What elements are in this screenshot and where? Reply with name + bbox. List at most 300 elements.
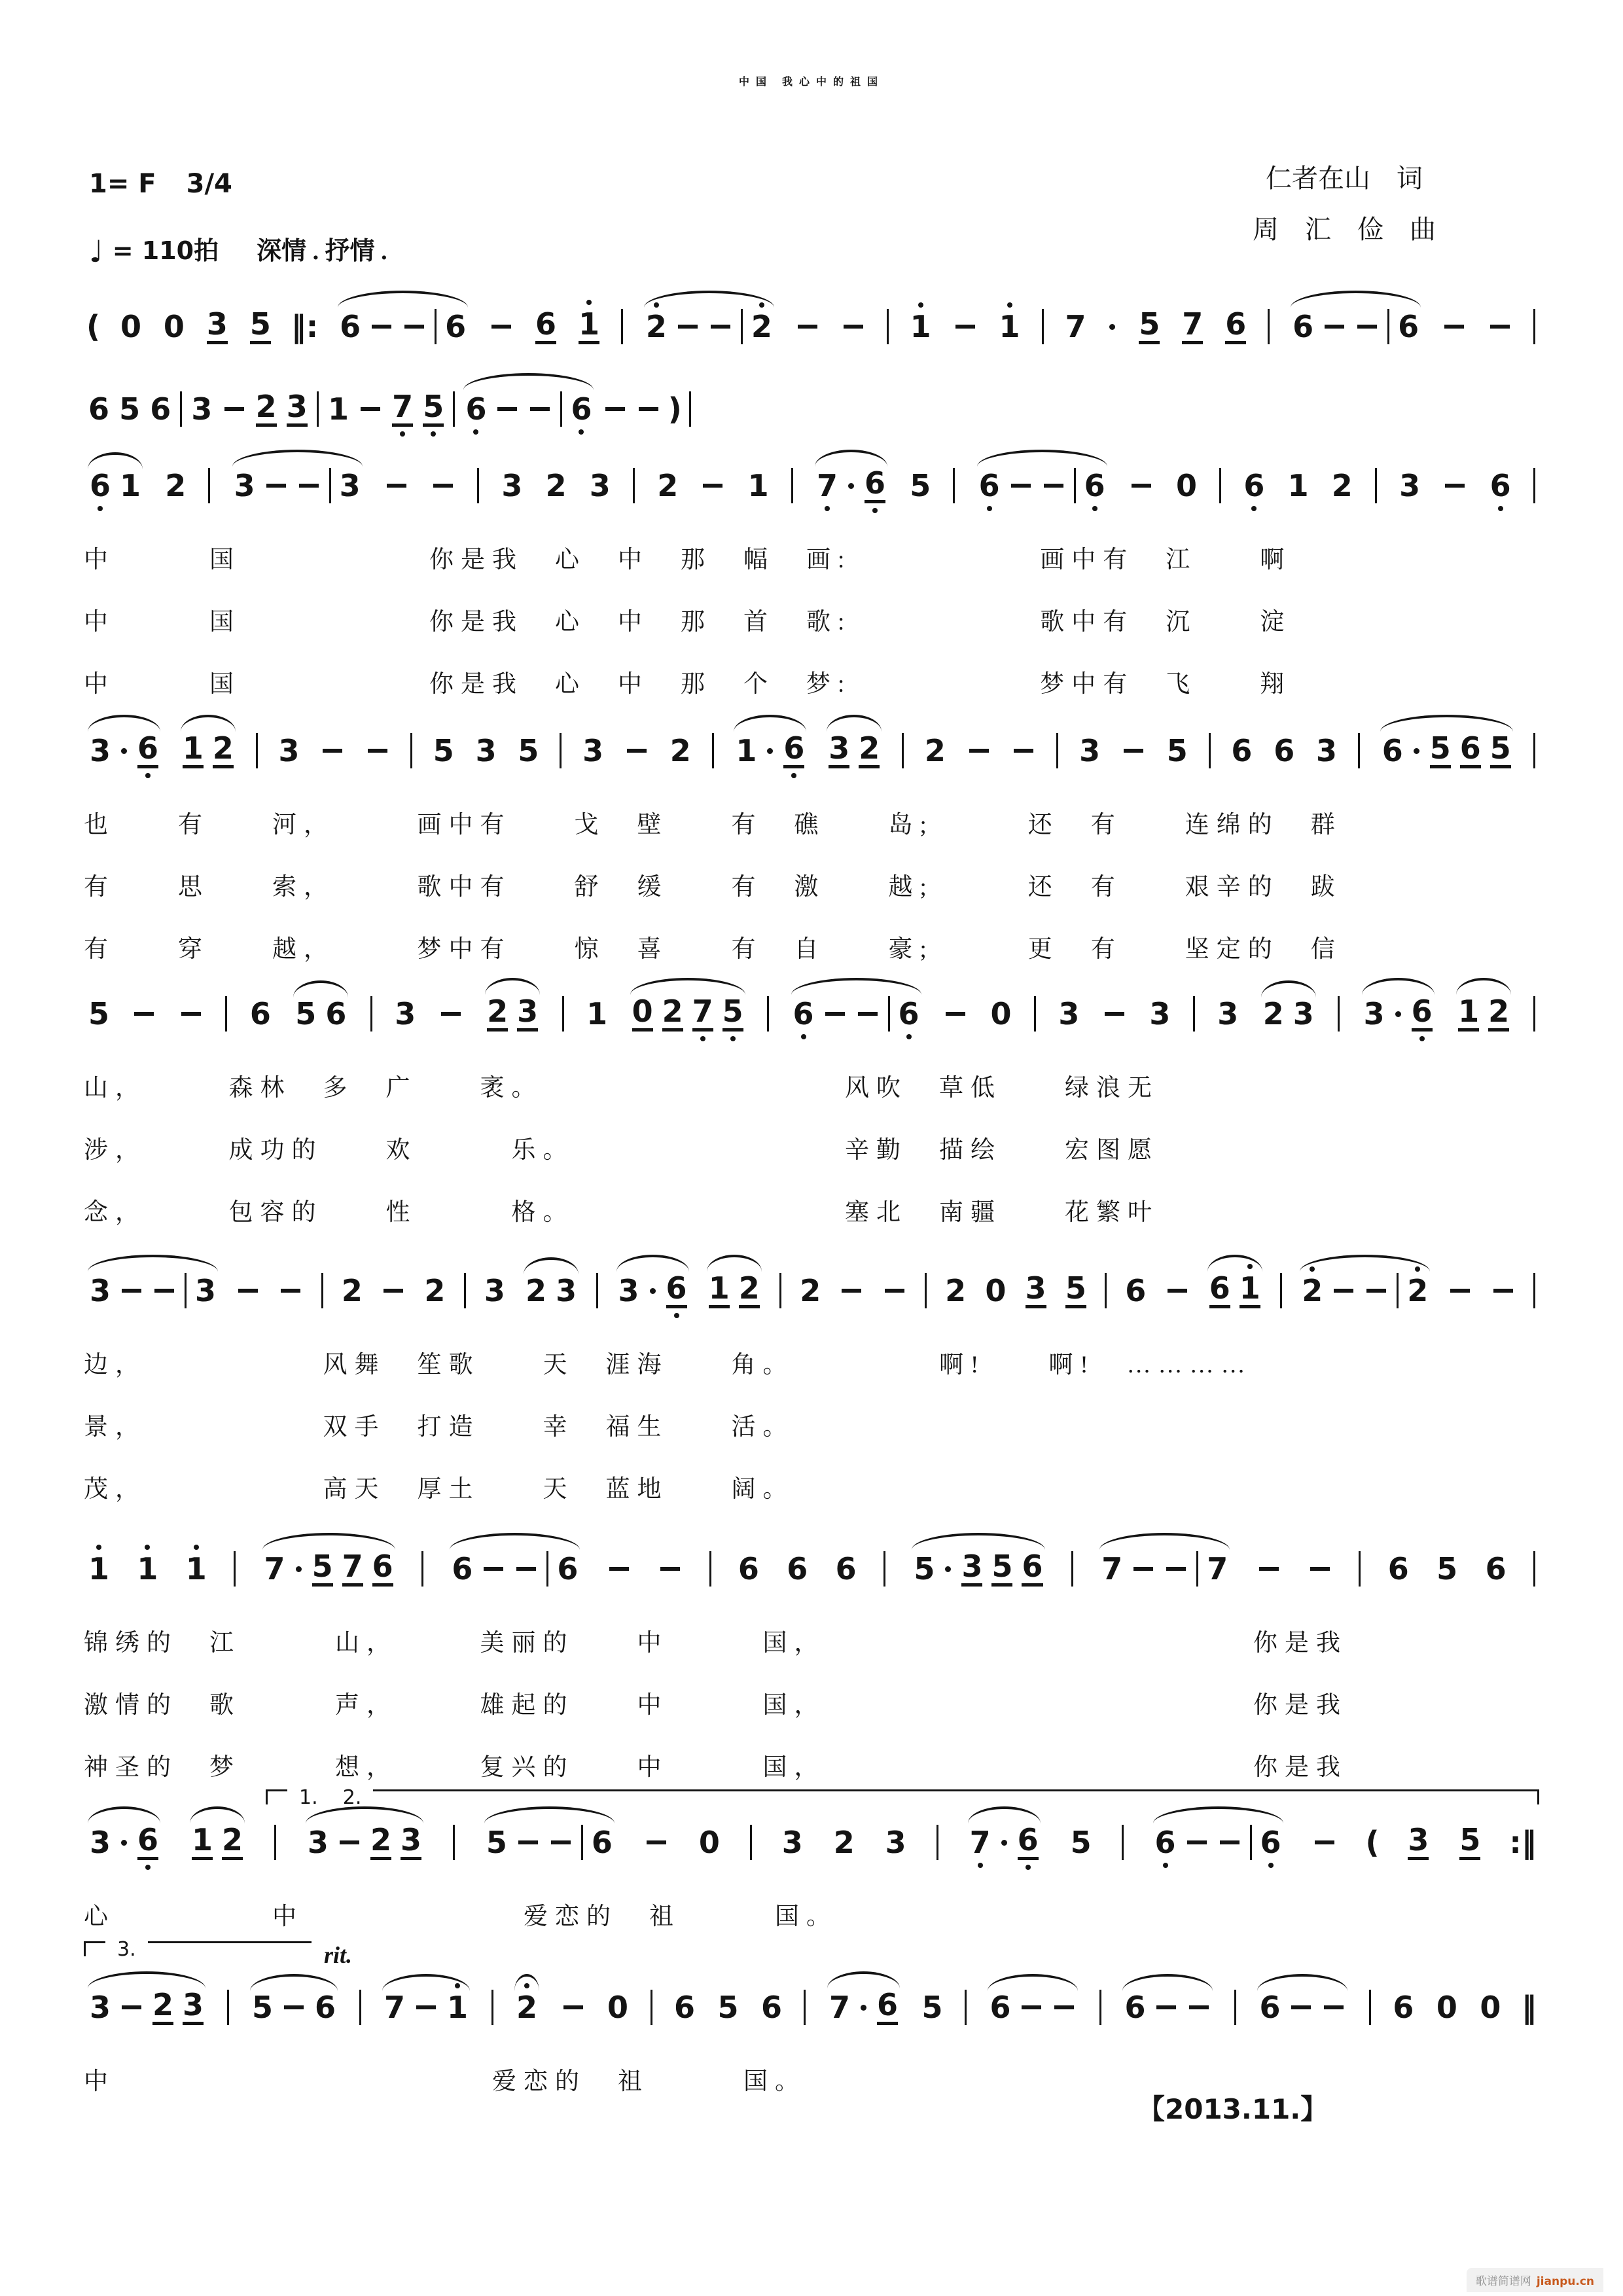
note: 5 xyxy=(1139,309,1160,344)
note: 7 xyxy=(969,1825,991,1860)
lyric-line: 神圣的 梦 想， 复兴的 中 国， 你是我 xyxy=(84,1754,1347,1781)
notation-line xyxy=(84,707,1539,775)
slur-group xyxy=(520,1273,582,1308)
dash-extension xyxy=(1054,2005,1074,2009)
dash-extension xyxy=(299,484,319,488)
note: 3 xyxy=(287,391,308,427)
dash-extension xyxy=(530,407,550,411)
slur-group xyxy=(1376,730,1517,768)
note: 6 xyxy=(1022,1551,1043,1587)
note: 2 xyxy=(213,733,234,768)
key-signature: 1= F xyxy=(89,169,156,199)
slur-group xyxy=(84,1822,164,1860)
lyric-line: 景， 双手 打造 幸 福生 活。 xyxy=(84,1414,794,1441)
note: 6 xyxy=(1274,733,1295,768)
barline xyxy=(1533,1273,1535,1308)
dash-extension xyxy=(955,325,975,329)
note: 2 xyxy=(256,391,277,427)
note: 3 xyxy=(195,1273,217,1308)
dash-extension xyxy=(798,325,817,329)
barline xyxy=(421,1551,423,1587)
barline xyxy=(791,468,793,503)
note: 6 xyxy=(150,391,171,427)
barline xyxy=(1122,1825,1124,1860)
note: 6 xyxy=(877,1990,898,2025)
barline xyxy=(1280,1273,1282,1308)
note: 6 xyxy=(1084,468,1105,503)
dash-extension xyxy=(238,1289,258,1293)
dash-extension xyxy=(1259,1567,1279,1571)
slur-group xyxy=(446,1551,584,1587)
barline xyxy=(1387,309,1389,344)
dash-extension xyxy=(1310,1567,1330,1571)
slur-group xyxy=(1296,1273,1434,1308)
note: 6 xyxy=(1460,733,1481,768)
note: 6 xyxy=(990,1990,1011,2025)
note: 6 xyxy=(1231,733,1253,768)
dash-extension xyxy=(1124,749,1143,753)
lyric-line: 念， 包容的 性 格。 塞北 南疆 花繁叶 xyxy=(84,1199,1159,1226)
ritardando-marking: rit. xyxy=(323,1942,352,1968)
note: 3 xyxy=(207,309,228,344)
dash-extension xyxy=(122,2005,141,2009)
repeat-end: :‖ xyxy=(1509,1825,1537,1860)
note: 2 xyxy=(739,1273,760,1308)
note: 6 xyxy=(760,1990,782,2025)
note: 6 xyxy=(372,1551,393,1587)
augmentation-dot xyxy=(121,1840,127,1846)
dash-extension xyxy=(224,407,244,411)
note: 1 xyxy=(736,733,757,768)
note: 1 xyxy=(910,309,931,344)
dash-extension xyxy=(1105,1012,1124,1016)
slur-group xyxy=(459,391,597,427)
barline xyxy=(767,996,769,1031)
notation-line xyxy=(84,1247,1539,1315)
augmentation-dot xyxy=(1001,1840,1007,1846)
barline xyxy=(712,733,714,768)
slur-group xyxy=(228,468,366,503)
note: 0 xyxy=(1436,1990,1457,2025)
note: 6 xyxy=(898,996,919,1031)
note: 3 xyxy=(885,1825,906,1860)
barline xyxy=(227,1990,229,2025)
note: 3 xyxy=(1149,996,1171,1031)
note: 3 xyxy=(90,733,111,768)
note: 3 xyxy=(191,391,213,427)
note: 1 xyxy=(579,309,599,344)
note: 6 xyxy=(340,309,361,344)
expression-marking: 深情 . 抒情 . xyxy=(257,238,387,265)
lyric-line: 茂， 高天 厚土 天 蓝地 阔。 xyxy=(84,1476,794,1503)
augmentation-dot xyxy=(945,1566,951,1572)
note: 5 xyxy=(991,1551,1012,1587)
note: 3 xyxy=(339,468,361,503)
note: 6 xyxy=(1387,1551,1409,1587)
note: 6 xyxy=(1393,1990,1414,2025)
barline xyxy=(1250,1825,1252,1860)
note: 1 xyxy=(192,1825,213,1860)
note: 0 xyxy=(1175,468,1197,503)
augmentation-dot xyxy=(861,2005,866,2011)
note: 7 xyxy=(816,468,838,503)
dash-extension xyxy=(1291,2005,1311,2009)
slur-group xyxy=(510,1990,543,2025)
dash-extension xyxy=(1445,484,1465,488)
dash-extension xyxy=(1132,484,1151,488)
barline xyxy=(888,996,890,1031)
barline xyxy=(329,468,331,503)
music-system xyxy=(84,1247,1539,1501)
dash-extension xyxy=(1334,1289,1353,1293)
slur-group xyxy=(1118,1990,1217,2025)
note: 2 xyxy=(370,1825,391,1860)
note: 6 xyxy=(1485,1551,1507,1587)
dash-extension xyxy=(639,407,658,411)
barline xyxy=(887,309,889,344)
note: 0 xyxy=(985,1273,1007,1308)
note: 2 xyxy=(945,1273,967,1308)
time-signature: 3/4 xyxy=(186,169,232,199)
slur-group xyxy=(84,1273,222,1308)
note: 6 xyxy=(783,733,804,768)
note: 7 xyxy=(384,1990,406,2025)
note: 5 xyxy=(1459,1825,1480,1860)
dash-extension xyxy=(122,1289,141,1293)
note: 5 xyxy=(1065,1273,1086,1308)
dash-extension xyxy=(946,1012,965,1016)
barline xyxy=(1074,468,1076,503)
lyric-line: 中 国 你是我 心 中 那 个 梦: 梦中有 飞 翔 xyxy=(84,671,1292,698)
slur-group xyxy=(177,730,240,768)
music-system xyxy=(84,707,1539,961)
note: 6 xyxy=(1398,309,1419,344)
note: 6 xyxy=(1018,1825,1039,1860)
score-area xyxy=(84,0,1539,2296)
note: 3 xyxy=(484,1273,505,1308)
barline xyxy=(804,1990,806,2025)
augmentation-dot xyxy=(767,748,773,754)
dash-extension xyxy=(484,1567,503,1571)
note: 6 xyxy=(1412,996,1433,1031)
note: 2 xyxy=(152,1990,173,2025)
slur-group xyxy=(289,996,352,1031)
note: 5 xyxy=(910,468,931,503)
barline xyxy=(750,1825,752,1860)
note: 7 xyxy=(1207,1551,1228,1587)
barline xyxy=(689,391,691,427)
note: 1 xyxy=(137,1551,158,1587)
slur-group xyxy=(259,1551,399,1587)
note: 6 xyxy=(137,733,158,768)
dash-extension xyxy=(340,1840,359,1844)
dash-extension xyxy=(609,1567,629,1571)
repeat-begin: ‖: xyxy=(291,309,319,344)
barline xyxy=(883,1551,885,1587)
note: 5 xyxy=(252,1990,274,2025)
note: 6 xyxy=(535,309,556,344)
barline xyxy=(1209,733,1211,768)
dash-extension xyxy=(1166,1567,1186,1571)
note: 0 xyxy=(632,996,653,1031)
note: 6 xyxy=(793,996,814,1031)
parenthesis: ( xyxy=(86,309,101,344)
note: 2 xyxy=(657,468,679,503)
lyric-line: 激情的 歌 声， 雄起的 中 国， 你是我 xyxy=(84,1692,1347,1719)
barline xyxy=(1338,996,1340,1031)
note: 5 xyxy=(722,996,743,1031)
slur-group xyxy=(480,1825,618,1860)
slur-group xyxy=(823,730,885,768)
dash-extension xyxy=(1133,1567,1153,1571)
barline xyxy=(1071,1551,1073,1587)
note: 5 xyxy=(914,1551,935,1587)
note: 6 xyxy=(1243,468,1265,503)
note: 2 xyxy=(833,1825,855,1860)
note: 6 xyxy=(673,1990,695,2025)
dash-extension xyxy=(1156,2005,1176,2009)
slur-group xyxy=(378,1990,474,2025)
slur-group xyxy=(334,309,472,344)
dash-extension xyxy=(885,1289,904,1293)
music-system xyxy=(84,365,1539,433)
note: 5 xyxy=(1166,733,1188,768)
slur-group xyxy=(84,1987,209,2025)
dash-extension xyxy=(678,325,698,329)
notation-line xyxy=(84,970,1539,1038)
augmentation-dot xyxy=(121,748,127,754)
note: 2 xyxy=(1331,468,1353,503)
barline xyxy=(1397,1273,1399,1308)
note: 2 xyxy=(800,1273,821,1308)
dash-extension xyxy=(1324,2005,1344,2009)
note: 2 xyxy=(222,1825,243,1860)
barline xyxy=(709,1551,711,1587)
note: 2 xyxy=(487,996,508,1031)
lyric-line: 涉， 成功的 欢 乐。 辛勤 描绘 宏图愿 xyxy=(84,1137,1159,1164)
barline xyxy=(208,468,210,503)
barline xyxy=(1358,733,1360,768)
note: 6 xyxy=(90,468,111,503)
dash-extension xyxy=(1325,325,1344,329)
note: 1 xyxy=(747,468,769,503)
slur-group xyxy=(613,1270,693,1308)
dash-extension xyxy=(516,1567,536,1571)
dash-extension xyxy=(1187,1840,1207,1844)
slur-group xyxy=(481,996,544,1031)
note: 6 xyxy=(1124,1990,1146,2025)
note: 3 xyxy=(1316,733,1338,768)
volta-label: 1. 2. xyxy=(287,1786,373,1809)
note: 6 xyxy=(1154,1825,1176,1860)
lyric-line: 锦绣的 江 山， 美丽的 中 国， 你是我 xyxy=(84,1630,1347,1657)
barline xyxy=(1105,1273,1107,1308)
note: 1 xyxy=(120,468,141,503)
note: 7 xyxy=(392,391,413,427)
composer-credit: 周 汇 俭 曲 xyxy=(1253,215,1436,244)
note: 1 xyxy=(88,1551,110,1587)
barline xyxy=(1099,1990,1101,2025)
note: 5 xyxy=(1070,1825,1092,1860)
barline xyxy=(779,1273,781,1308)
note: 6 xyxy=(1209,1273,1230,1308)
note: 2 xyxy=(1488,996,1509,1031)
dash-extension xyxy=(551,1840,571,1844)
lyric-line: 也 有 河， 画中有 戈 壁 有 礁 岛; 还 有 连绵的 群 xyxy=(84,812,1342,838)
note: 5 xyxy=(518,733,539,768)
slur-group xyxy=(703,1270,766,1308)
note: 3 xyxy=(582,733,604,768)
note: 3 xyxy=(1026,1273,1046,1308)
dash-extension xyxy=(1022,2005,1041,2009)
note: 1 xyxy=(999,309,1020,344)
note: 2 xyxy=(924,733,946,768)
barline xyxy=(225,996,227,1031)
note: 3 xyxy=(501,468,523,503)
barline xyxy=(477,468,479,503)
note: 5 xyxy=(312,1551,333,1587)
dash-extension xyxy=(1490,325,1510,329)
note: 6 xyxy=(1293,309,1314,344)
lyricist-credit: 仁者在山 词 xyxy=(1266,164,1423,193)
note: 2 xyxy=(859,733,880,768)
dash-extension xyxy=(844,325,863,329)
dash-extension xyxy=(969,749,989,753)
slur-group xyxy=(84,468,147,503)
note: 0 xyxy=(990,996,1012,1031)
note: 5 xyxy=(119,391,141,427)
note: 5 xyxy=(1436,1551,1458,1587)
slur-group xyxy=(1452,996,1515,1031)
barline xyxy=(1219,468,1221,503)
note: 7 xyxy=(342,1551,363,1587)
note: 5 xyxy=(1430,733,1451,768)
note: 3 xyxy=(618,1273,639,1308)
note: 6 xyxy=(1489,468,1511,503)
slur-group xyxy=(823,1987,904,2025)
barline xyxy=(1268,309,1270,344)
barline xyxy=(1234,1990,1236,2025)
note: 3 xyxy=(829,733,849,768)
dash-extension xyxy=(1168,1289,1187,1293)
dash-extension xyxy=(858,1012,878,1016)
note: 7 xyxy=(1101,1551,1123,1587)
note: 2 xyxy=(751,309,772,344)
dash-extension xyxy=(404,325,424,329)
volta-label: 3. xyxy=(105,1938,148,1961)
note: 1 xyxy=(709,1273,730,1308)
barline xyxy=(1042,309,1044,344)
note: 6 xyxy=(88,391,110,427)
slur-group xyxy=(1287,309,1425,344)
note: 3 xyxy=(1363,996,1385,1031)
note: 1 xyxy=(1458,996,1479,1031)
dash-extension xyxy=(284,2005,304,2009)
music-system xyxy=(84,1525,1539,1780)
note: 7 xyxy=(692,996,713,1031)
dash-extension xyxy=(383,1289,403,1293)
slur-group xyxy=(787,996,925,1031)
note: 1 xyxy=(183,733,204,768)
note: 2 xyxy=(545,468,567,503)
dash-extension xyxy=(825,1012,845,1016)
note: 6 xyxy=(738,1551,759,1587)
dash-extension xyxy=(1366,1289,1386,1293)
note: 5 xyxy=(1490,733,1511,768)
note: 0 xyxy=(163,309,185,344)
note: 3 xyxy=(234,468,255,503)
note: 3 xyxy=(90,1273,111,1308)
barline xyxy=(1375,468,1377,503)
barline xyxy=(560,733,562,768)
parenthesis: ( xyxy=(1365,1825,1380,1860)
dash-extension xyxy=(323,749,342,753)
barline xyxy=(741,309,743,344)
note: 7 xyxy=(264,1551,285,1587)
slur-group xyxy=(984,1990,1082,2025)
slur-group xyxy=(908,1551,1048,1587)
augmentation-dot xyxy=(650,1288,656,1294)
note: 5 xyxy=(250,309,271,344)
music-system xyxy=(84,1786,1539,1930)
lyric-line: 有 思 索， 歌中有 舒 缓 有 激 越; 还 有 艰辛的 跋 xyxy=(84,874,1342,901)
note: 1 xyxy=(447,1990,469,2025)
note: 3 xyxy=(1058,996,1080,1031)
note: 2 xyxy=(645,309,667,344)
barline xyxy=(359,1990,361,2025)
barline xyxy=(1533,1551,1535,1587)
slur-group xyxy=(1096,1551,1234,1587)
barline xyxy=(1196,1551,1198,1587)
note: 2 xyxy=(1302,1273,1323,1308)
slur-group xyxy=(1253,1990,1351,2025)
note: 3 xyxy=(1217,996,1239,1031)
notation-line xyxy=(84,1525,1539,1593)
note: 7 xyxy=(1065,309,1086,344)
note: 3 xyxy=(183,1990,204,2025)
note: 0 xyxy=(1480,1990,1501,2025)
dash-extension xyxy=(361,407,380,411)
dash-extension xyxy=(627,749,647,753)
barline xyxy=(965,1990,967,2025)
note: 2 xyxy=(1407,1273,1429,1308)
volta-bracket xyxy=(84,1938,312,1961)
notation-line xyxy=(84,442,1539,510)
barline xyxy=(902,733,904,768)
lyric-line: 中 爱恋的 祖 国。 xyxy=(84,2068,806,2095)
note: 3 xyxy=(1293,996,1314,1031)
dash-extension xyxy=(1444,325,1464,329)
lyric-line: 中 国 你是我 心 中 那 幅 画: 画中有 江 啊 xyxy=(84,547,1292,573)
note: 6 xyxy=(978,468,1000,503)
note: 1 xyxy=(327,391,349,427)
dash-extension xyxy=(491,325,511,329)
volta-bracket xyxy=(266,1786,1539,1809)
note: 5 xyxy=(717,1990,739,2025)
slur-group xyxy=(640,309,778,344)
note: 2 xyxy=(341,1273,363,1308)
barline xyxy=(1359,1551,1361,1587)
barline xyxy=(321,1273,323,1308)
note: 3 xyxy=(517,996,538,1031)
barline xyxy=(1034,996,1036,1031)
slur-group xyxy=(84,730,164,768)
watermark xyxy=(1467,2268,1603,2292)
note: 7 xyxy=(829,1990,850,2025)
lyric-line: 边， 风舞 笙歌 天 涯海 角。 啊! 啊! ………… xyxy=(84,1352,1253,1378)
dash-extension xyxy=(1493,1289,1513,1293)
note: 3 xyxy=(1399,468,1421,503)
